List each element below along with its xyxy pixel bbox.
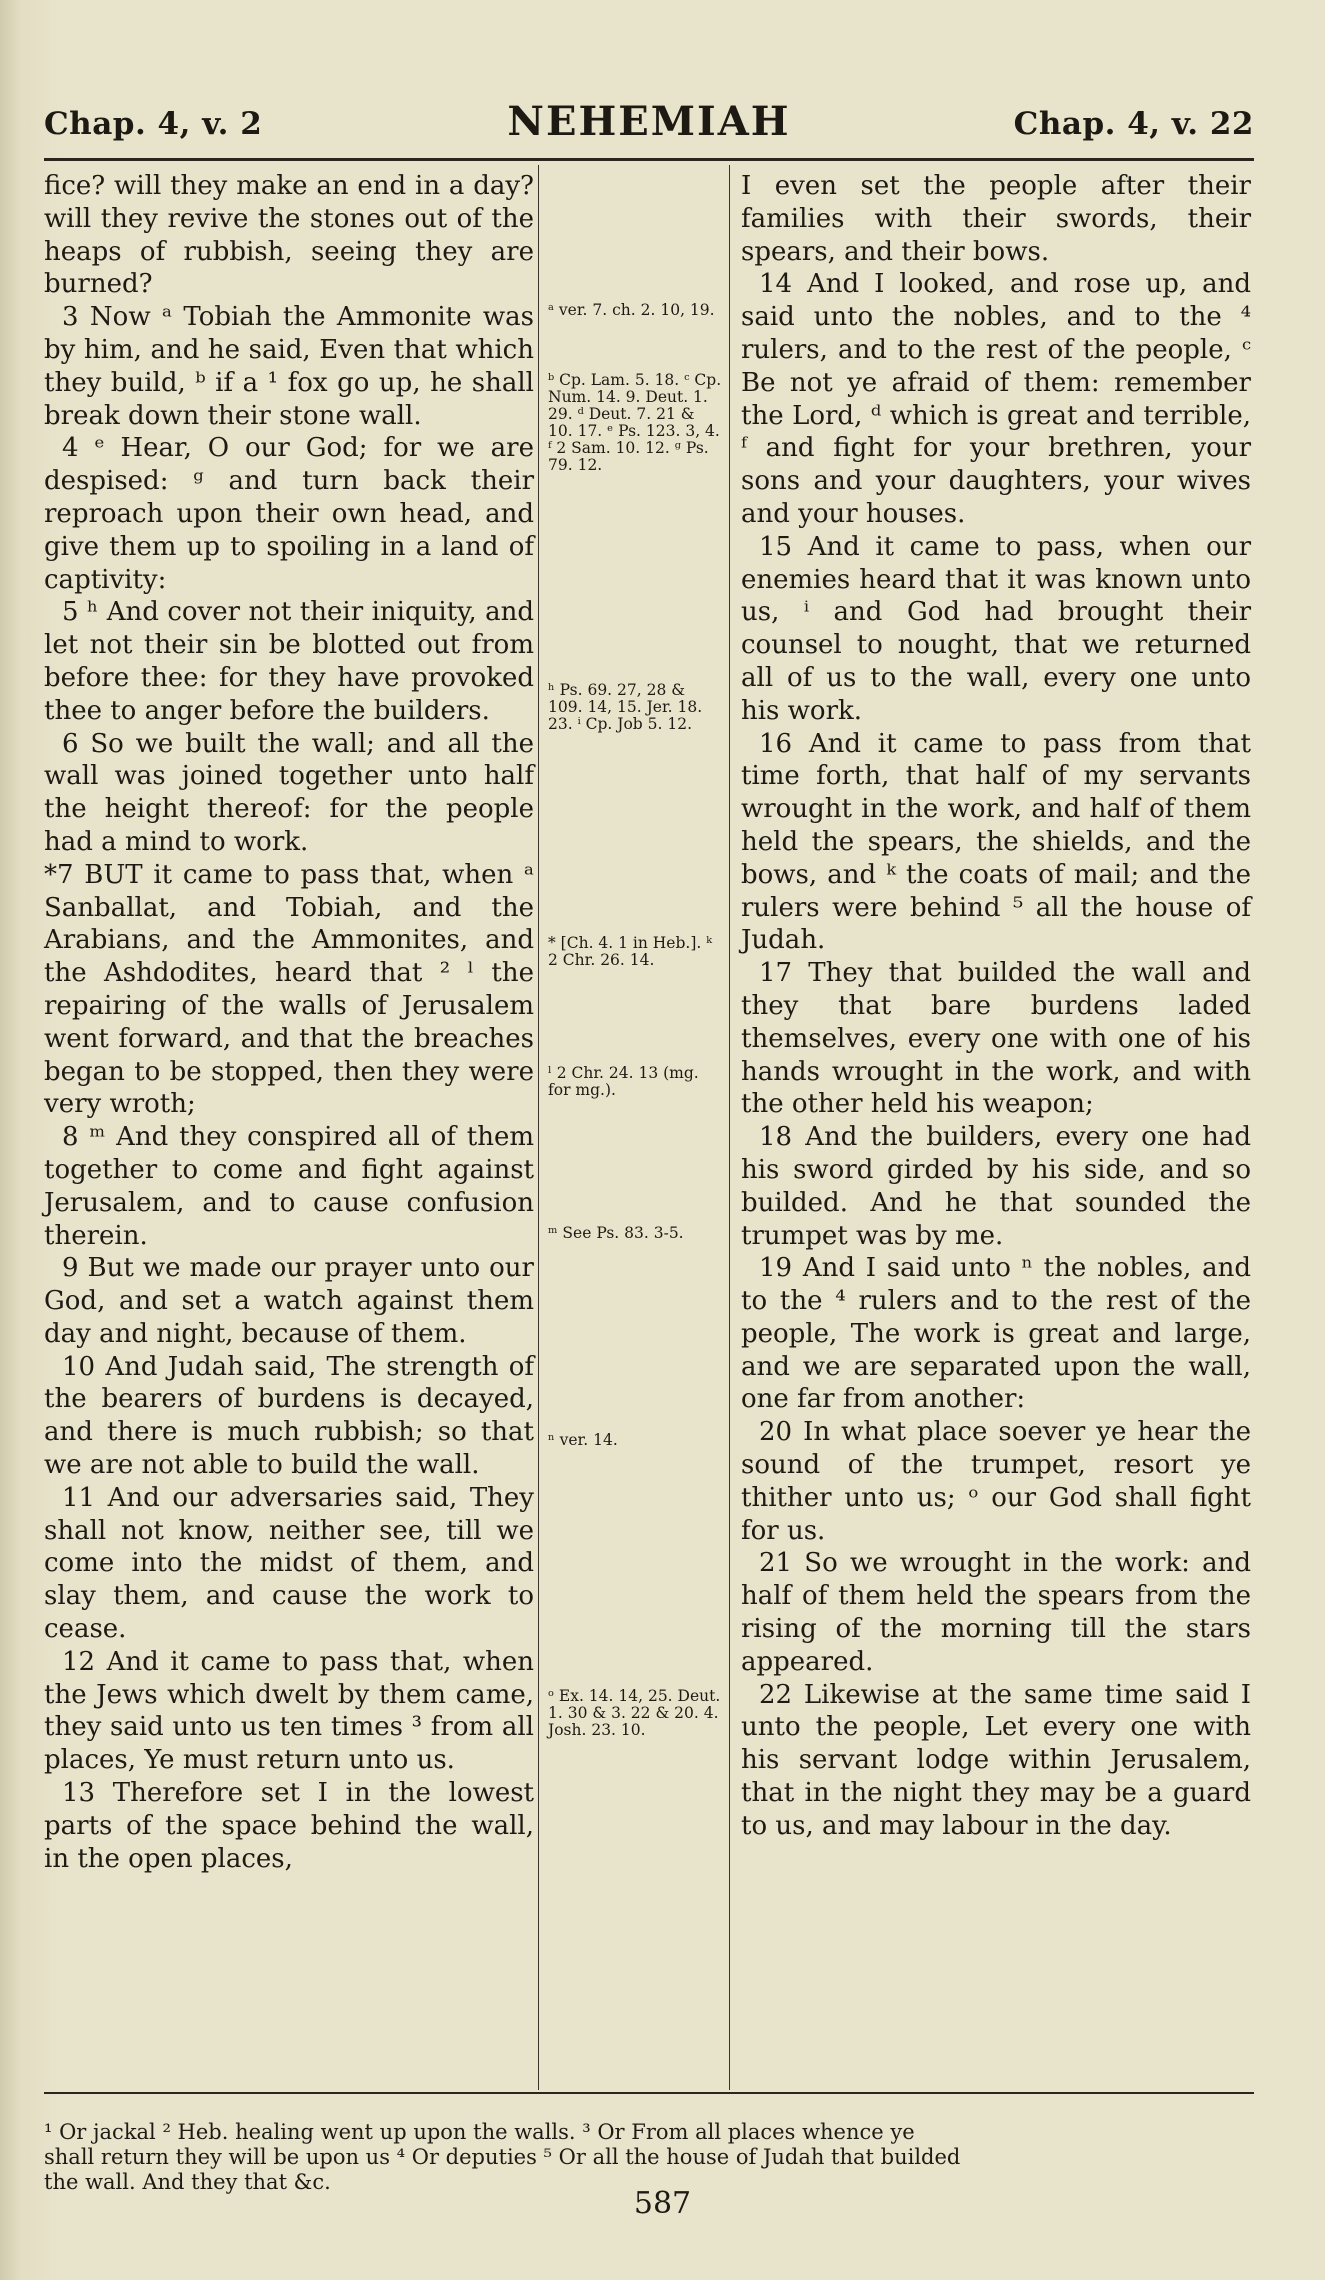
verse-paragraph: 5 ʰ And cover not their iniquity, and let not their sin be blotted out from before thee: for they have provoked thee to anger before the builders. [44, 597, 534, 726]
verse-paragraph: 11 And our adversaries said, They shall not know, neither see, till we come into the midst of them, and slay them, and cause the work to cease. [44, 1482, 534, 1645]
footnote-line: ¹ Or jackal ² Heb. healing went up upon the walls. ³ Or From all places whence ye [44, 2120, 915, 2144]
verse-paragraph: 14 And I looked, and rose up, and said unto the nobles, and to the ⁴ rulers, and to the rest of the people, ᶜ Be not ye afraid of them: remember the Lord, ᵈ which is great and terrible, ᶠ and fight for your brethren, your sons and your daughters, your wives and your houses. [741, 269, 1251, 529]
column-divider-right [729, 165, 730, 2090]
cross-reference: ⁿ ver. 14. [548, 1431, 618, 1449]
cross-reference: ᵃ ver. 7. ch. 2. 10, 19. [548, 301, 715, 319]
verse-paragraph: 21 So we wrought in the work: and half of them held the spears from the rising of the morning till the stars appeared. [741, 1548, 1251, 1677]
header-rule [44, 158, 1254, 161]
column-divider-left [538, 165, 539, 2090]
cross-reference: * [Ch. 4. 1 in Heb.]. ᵏ 2 Chr. 26. 14. [548, 934, 712, 969]
verse-paragraph: 19 And I said unto ⁿ the nobles, and to the ⁴ rulers and to the rest of the people, The work is great and large, and we are separated upon the wall, one far from another: [741, 1253, 1251, 1415]
page-header [44, 96, 1254, 156]
cross-reference-margin [542, 170, 720, 2090]
text-column-left [44, 170, 534, 1875]
verse-paragraph: 20 In what place soever ye hear the sound of the trumpet, resort ye thither unto us; ᵒ our God shall fight for us. [741, 1417, 1251, 1546]
cross-reference: ʰ Ps. 69. 27, 28 & 109. 14, 15. Jer. 18. 23. ⁱ Cp. Job 5. 12. [548, 681, 703, 733]
verse-paragraph: 15 And it came to pass, when our enemies heard that it was known unto us, ⁱ and God had brought their counsel to nought, that we returned all of us to the wall, every one unto his work. [741, 531, 1251, 726]
cross-reference: ˡ 2 Chr. 24. 13 (mg. for mg.). [548, 1064, 699, 1099]
verse-paragraph: 16 And it came to pass from that time forth, that half of my servants wrought in the work, and half of them held the spears, the shields, and the bows, and ᵏ the coats of mail; and the rulers were behind ⁵ all the house of Judah. [741, 728, 1251, 956]
footnote-rule [44, 2092, 1254, 2094]
footnotes [44, 2120, 1254, 2195]
footnote-line: shall return they will be upon us ⁴ Or deputies ⁵ Or all the house of Judah that builded [44, 2145, 961, 2169]
verse-paragraph: 3 Now ᵃ Tobiah the Ammonite was by him, and he said, Even that which they build, ᵇ if a ¹ fox go up, he shall break down their stone wall. [44, 302, 534, 431]
verse-paragraph: I even set the people after their families with their swords, their spears, and their bows. [741, 171, 1251, 267]
verse-paragraph: *7 BUT it came to pass that, when ᵃ Sanballat, and Tobiah, and the Arabians, and the Ammonites, and the Ashdodites, heard that ² ˡ the repairing of the walls of Jerusalem went forward, and that the breaches began to be stopped, then they were very wroth; [44, 859, 534, 1120]
verse-paragraph: 9 But we made our prayer unto our God, and set a watch against them day and night, because of them. [44, 1253, 534, 1349]
book-title: NEHEMIAH [507, 98, 791, 145]
cross-reference: ᵒ Ex. 14. 14, 25. Deut. 1. 30 & 3. 22 & 20. 4. Josh. 23. 10. [548, 1687, 721, 1739]
chapter-verse-end: Chap. 4, v. 22 [1013, 106, 1254, 142]
verse-paragraph: fice? will they make an end in a day? will they revive the stones out of the heaps of rubbish, seeing they are burned? [44, 171, 534, 300]
chapter-verse-start: Chap. 4, v. 2 [44, 106, 263, 142]
verse-paragraph: 12 And it came to pass that, when the Jews which dwelt by them came, they said unto us ten times ³ from all places, Ye must return unto us. [44, 1646, 534, 1776]
cross-reference: ᵇ Cp. Lam. 5. 18. ᶜ Cp. Num. 14. 9. Deut. 1. 29. ᵈ Deut. 7. 21 & 10. 17. ᵉ Ps. 123. 3, 4. ᶠ 2 Sam. 10. 12. ᵍ Ps. 79. 12. [548, 371, 722, 474]
verse-paragraph: 8 ᵐ And they conspired all of them together to come and fight against Jerusalem, and to cause confusion therein. [44, 1122, 534, 1251]
verse-paragraph: 4 ᵉ Hear, O our God; for we are despised: ᵍ and turn back their reproach upon their own head, and give them up to spoiling in a land of captivity: [44, 433, 534, 595]
verse-paragraph: 6 So we built the wall; and all the wall was joined together unto half the height thereof: for the people had a mind to work. [44, 728, 534, 857]
verse-paragraph: 17 They that builded the wall and they that bare burdens laded themselves, every one with one of his hands wrought in the work, and with the other held his weapon; [741, 958, 1251, 1120]
verse-paragraph: 10 And Judah said, The strength of the bearers of burdens is decayed, and there is much rubbish; so that we are not able to build the wall. [44, 1351, 534, 1481]
verse-paragraph: 18 And the builders, every one had his sword girded by his side, and so builded. And he that sounded the trumpet was by me. [741, 1122, 1251, 1251]
text-column-right [741, 170, 1251, 1843]
footnote-line: the wall. And they that &c. [44, 2170, 331, 2194]
verse-paragraph: 13 Therefore set I in the lowest parts of the space behind the wall, in the open places, [44, 1778, 534, 1874]
page-number: 587 [633, 2186, 692, 2221]
cross-reference: ᵐ See Ps. 83. 3-5. [548, 1224, 684, 1242]
verse-paragraph: 22 Likewise at the same time said I unto the people, Let every one with his servant lodge within Jerusalem, that in the night they may be a guard to us, and may labour in the day. [741, 1679, 1251, 1841]
